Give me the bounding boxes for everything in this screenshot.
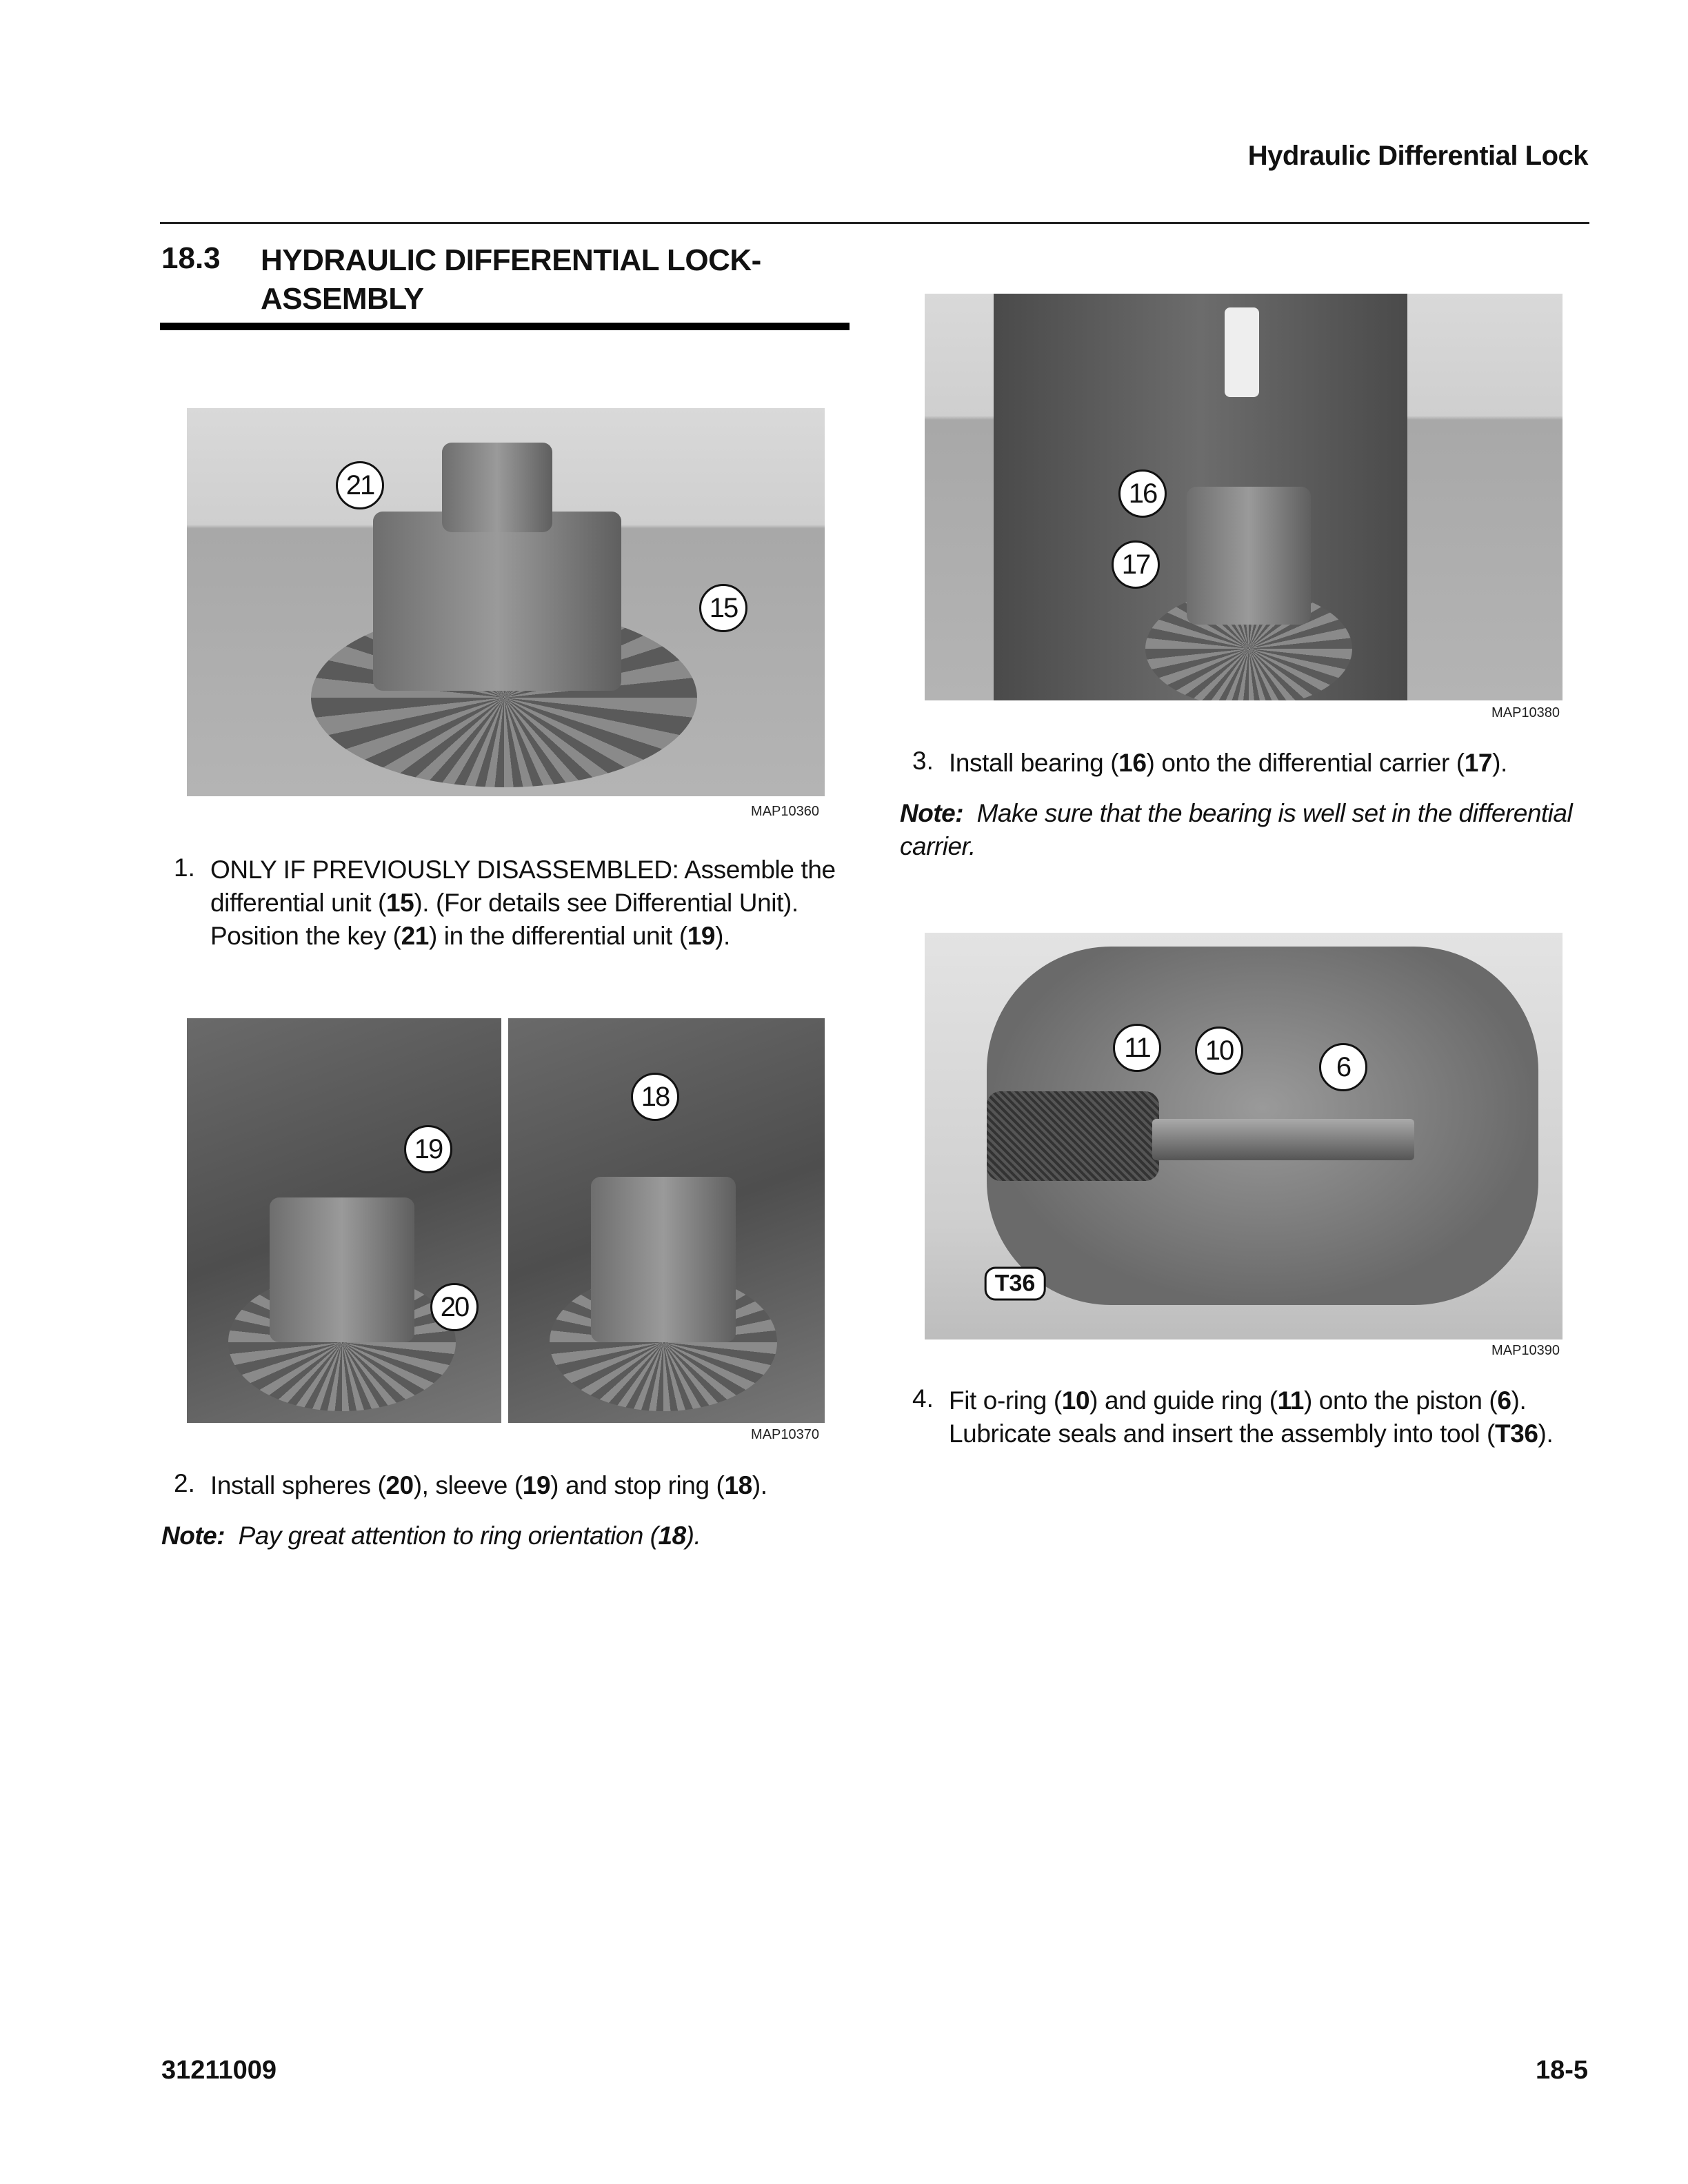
tool-t36: [987, 1091, 1159, 1181]
header-divider: [160, 222, 1589, 224]
section-title-line1: HYDRAULIC DIFFERENTIAL LOCK-: [261, 243, 761, 277]
callout-16: 16: [1118, 469, 1167, 518]
callout-6: 6: [1319, 1043, 1367, 1091]
step-1-text: ONLY IF PREVIOUSLY DISASSEMBLED: Assemble the differential unit (15). (For details see Differential Unit). Position the key (21) in the differential unit (19).: [210, 856, 836, 950]
callout-11: 11: [1113, 1024, 1161, 1072]
note-ring-orientation: Note: Pay great attention to ring orientation (18).: [161, 1521, 701, 1550]
figure-id: MAP10360: [751, 804, 819, 819]
step-2-text: Install spheres (20), sleeve (19) and stop ring (18).: [210, 1471, 767, 1499]
differential-hub: [442, 443, 552, 532]
callout-18: 18: [631, 1073, 679, 1121]
callout-17: 17: [1112, 540, 1160, 589]
differential-housing: [270, 1197, 414, 1342]
figure-id: MAP10380: [1491, 705, 1560, 720]
section-title-line2: ASSEMBLY: [261, 282, 424, 316]
section-number: 18.3: [161, 241, 221, 275]
note-bearing-set: Note: Make sure that the bearing is well set in the differential carrier.: [900, 799, 1573, 860]
step-number: 1.: [174, 853, 195, 882]
step-number: 3.: [912, 747, 934, 775]
differential-carrier: [1187, 487, 1311, 625]
section-title: [261, 241, 761, 318]
figure-bearing-install: [925, 294, 1563, 700]
page-number: 18-5: [1535, 2056, 1588, 2085]
section-rule: [160, 323, 850, 330]
step-4-text: Fit o-ring (10) and guide ring (11) onto the piston (6). Lubricate seals and insert the assembly into tool (T36).: [949, 1386, 1554, 1448]
step-number: 2.: [174, 1469, 195, 1497]
running-header: Hydraulic Differential Lock: [1247, 141, 1588, 171]
callout-15: 15: [699, 584, 747, 632]
mallet-icon: [1225, 307, 1259, 397]
step-number: 4.: [912, 1384, 934, 1413]
callout-t36: T36: [985, 1267, 1046, 1301]
document-number: 31211009: [161, 2056, 277, 2085]
figure-id: MAP10390: [1491, 1343, 1560, 1358]
callout-21: 21: [336, 461, 384, 509]
piston: [1152, 1119, 1414, 1160]
callout-19: 19: [404, 1125, 452, 1173]
figure-id: MAP10370: [751, 1427, 819, 1442]
callout-10: 10: [1195, 1027, 1243, 1075]
figure-sleeve-install: [187, 1018, 501, 1423]
differential-housing: [591, 1177, 736, 1342]
step-3-text: Install bearing (16) onto the differential carrier (17).: [949, 749, 1507, 777]
callout-20: 20: [430, 1283, 479, 1331]
differential-housing: [373, 512, 621, 691]
